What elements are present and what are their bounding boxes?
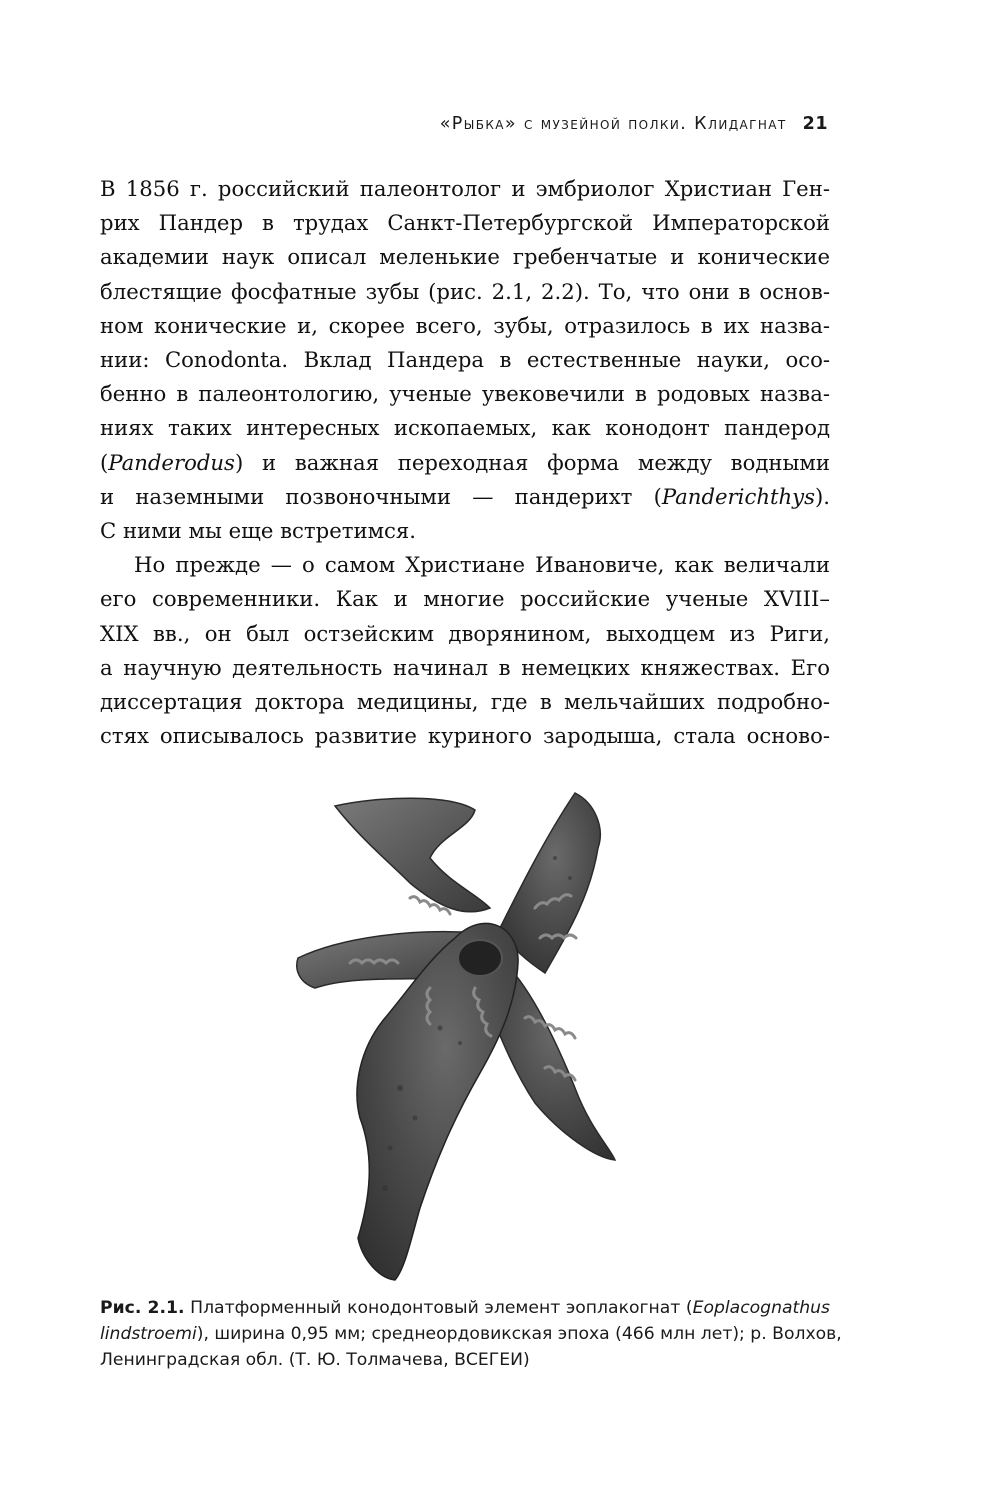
caption-line: Ленинградская обл. (Т. Ю. Толмачева, ВСЕГЕИ)	[100, 1350, 530, 1370]
body-text	[100, 172, 830, 753]
text-line: академии наук описал меленькие гребенчатые и конические	[100, 244, 830, 270]
text-line: нии: Conodonta. Вклад Пандера в естественные науки, осо-	[100, 347, 830, 373]
text-line: Но прежде — о самом Христиане Ивановиче, как величали	[134, 552, 830, 578]
text-line	[100, 446, 830, 480]
text-fragment: ).	[814, 483, 830, 509]
caption-text: ), ширина 0,95 мм; среднеордовикская эпоха (466 млн лет); р. Волхов,	[196, 1324, 842, 1344]
text-line: а научную деятельность начинал в немецких княжествах. Его	[100, 654, 830, 680]
text-line: его современники. Как и многие российские ученые XVIII–	[100, 586, 830, 612]
genus-name-panderichthys: Panderichthys	[661, 483, 815, 509]
text-fragment: (	[100, 449, 109, 475]
text-line: рих Пандер в трудах Санкт-Петербургской Императорской	[100, 210, 830, 236]
running-title: «Рыбка» с музейной полки. Клидагнат	[439, 114, 787, 134]
caption-line	[100, 1295, 830, 1321]
text-line: С ними мы еще встретимся.	[100, 518, 417, 544]
paragraph-2	[100, 548, 830, 753]
text-line: стях описывалось развитие куриного зародыша, стала осново-	[100, 723, 830, 749]
text-line: XIX вв., он был остзейским дворянином, выходцем из Риги,	[100, 620, 830, 646]
text-line	[100, 480, 830, 514]
text-line: ном конические и, скорее всего, зубы, отразилось в их назва-	[100, 312, 830, 338]
running-head	[100, 114, 828, 134]
text-fragment: и наземными позвоночными — пандерихт (	[100, 483, 662, 509]
text-line: В 1856 г. российский палеонтолог и эмбриолог Христиан Ген-	[100, 176, 830, 201]
caption-line	[100, 1321, 842, 1347]
species-genus: Eoplacognathus	[692, 1298, 830, 1318]
caption-label: Рис. 2.1.	[100, 1298, 185, 1318]
text-fragment: ) и важная переходная форма между водными	[234, 449, 830, 475]
text-line: блестящие фосфатные зубы (рис. 2.1, 2.2). То, что они в основ-	[100, 278, 830, 304]
paragraph-1	[100, 172, 830, 548]
text-line: диссертация доктора медицины, где в мельчайших подробно-	[100, 689, 830, 715]
page-number: 21	[802, 114, 828, 134]
caption-text: Платформенный конодонтовый элемент эоплакогнат (	[184, 1298, 693, 1318]
conodont-arm-upper-left	[335, 798, 490, 912]
species-epithet: lindstroemi	[100, 1324, 197, 1344]
conodont-basal-pit	[458, 940, 502, 976]
text-line: бенно в палеонтологию, ученые увековечили в родовых назва-	[100, 381, 830, 407]
figure-caption	[100, 1295, 842, 1373]
text-line: ниях таких интересных ископаемых, как конодонт пандерод	[100, 415, 830, 441]
conodont-element-photo	[290, 788, 620, 1283]
genus-name-panderodus: Panderodus	[108, 449, 235, 475]
